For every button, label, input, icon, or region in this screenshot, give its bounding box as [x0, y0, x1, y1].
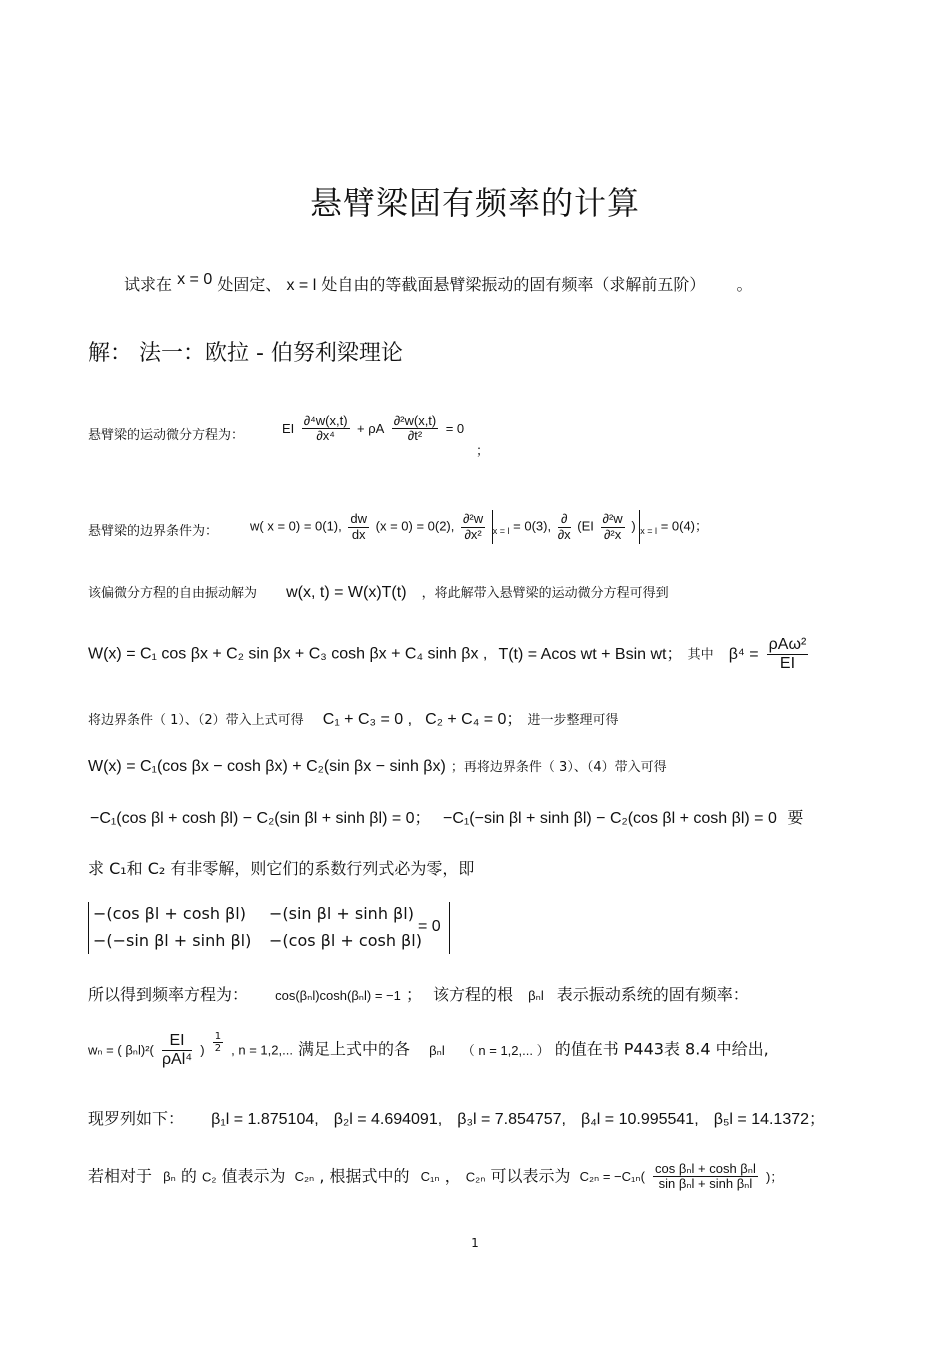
ratio-c2n: C₂ₙ [294, 1169, 315, 1185]
det-r1c1: −(cos βl + cosh βl) [93, 904, 246, 923]
bc4-inner-num: ∂²w [602, 511, 623, 527]
beta-def: β⁴ = [728, 645, 759, 663]
bc3: = 0(3), [513, 518, 552, 534]
wn-num: EI [162, 1032, 192, 1051]
determinant [88, 902, 450, 954]
condition-fixed: x = 0 [177, 271, 213, 288]
frac1-num: ∂⁴w(x,t) [303, 413, 348, 428]
w-simplified-text: ；再将边界条件（ 3）、（4）带入可得 [450, 760, 667, 775]
free-vib-text1: 该偏微分方程的自由振动解为 [88, 586, 258, 601]
bc4-num: ∂ [558, 512, 571, 527]
ratio-c2n-2: C₂ₙ [465, 1169, 486, 1185]
bc34-eq2: −C₁(−sin βl + sinh βl) − C₂(cos βl + cosh βl) = 0 [442, 810, 777, 827]
w-simplified-line [88, 756, 667, 776]
bc12-line [88, 706, 619, 729]
wn-mid: ) [200, 1042, 205, 1058]
wn-root: βₙl [429, 1042, 445, 1058]
ratio-t4: , 根据式中的 [319, 1166, 410, 1186]
eq-motion-label: 悬臂梁的运动微分方程为： [88, 428, 245, 443]
wn-exponent [213, 1031, 223, 1054]
frac2-den: ∂t² [407, 428, 423, 444]
beta1: β₁l = 1.875104, [211, 1111, 319, 1128]
ratio-lhs: C₂ₙ = −C₁ₙ( [579, 1169, 645, 1185]
frac2-num: ∂²w(x,t) [393, 413, 437, 428]
general-where: 其中 [687, 647, 714, 663]
bc3-den: ∂x² [464, 526, 482, 542]
bc3-frac [461, 512, 485, 542]
ratio-bn: βₙ [163, 1169, 176, 1185]
beta2: β₂l = 4.694091, [333, 1111, 443, 1128]
problem-mid: 处固定、 [217, 275, 282, 294]
wn-exp-den: 2 [214, 1042, 222, 1054]
bc2-frac [348, 512, 369, 542]
eq-motion-ei: EI [282, 421, 295, 437]
ratio-t3: 值表示为 [221, 1166, 286, 1186]
bc34-line [90, 805, 803, 828]
bc12-text2: 进一步整理可得 [527, 713, 619, 728]
bc4: = 0(4)； [660, 518, 709, 534]
ratio-line [88, 1162, 783, 1192]
wn-paren: （ n = 1,2,... ） [461, 1042, 550, 1058]
free-vib-eq: w(x, t) = W(x)T(t) [286, 584, 407, 601]
bc12-eq1: C₁ + C₃ = 0 , [322, 711, 413, 728]
eq-motion [282, 414, 464, 444]
determinant-rhs: = 0 [418, 918, 441, 935]
problem-suffix: 处自由的等截面悬臂梁振动的固有频率（求解前五阶） [321, 275, 706, 294]
ratio-c2: C₂ [201, 1169, 217, 1185]
problem-end: 。 [736, 275, 753, 294]
bc34-tail: 要 [787, 810, 804, 827]
freq-semi: ； [405, 985, 422, 1004]
condition-free: x = l [286, 277, 317, 294]
bc3-sub: x = l [492, 526, 510, 537]
frequency-equation-line [88, 982, 749, 1005]
eq-motion-semicolon: ； [476, 444, 490, 459]
wn-exp-num: 1 [214, 1030, 222, 1042]
general-solution-line [88, 636, 811, 672]
general-W: W(x) = C₁ cos βx + C₂ sin βx + C₃ cosh βx + C₄ sinh βx , [88, 645, 488, 663]
boundary-label: 悬臂梁的边界条件为： [88, 524, 219, 539]
page-title: 悬臂梁固有频率的计算 [309, 184, 640, 222]
bc4-inner-den: ∂²x [603, 526, 622, 542]
freq-text1: 所以得到频率方程为： [88, 985, 249, 1004]
beta-frac [767, 636, 809, 672]
eq-motion-plus: + ρA [356, 421, 385, 437]
freq-text3: 表示振动系统的固有频率： [556, 985, 749, 1004]
wn-lhs: wₙ = ( βₙl)²( [88, 1042, 154, 1058]
problem-statement [124, 272, 752, 295]
wn-text1: 满足上式中的各 [298, 1039, 411, 1059]
freq-root: βₙl [528, 988, 544, 1003]
ratio-rhs: )； [765, 1169, 784, 1185]
det-r1c2: −(sin βl + sinh βl) [269, 904, 414, 923]
det-r2c2: −(cos βl + cosh βl) [269, 931, 422, 950]
w-simplified-eq: W(x) = C₁(cos βx − cosh βx) + C₂(sin βx − sinh βx) [88, 758, 446, 775]
problem-prefix: 试求在 [124, 275, 173, 294]
free-vibration-line [88, 582, 669, 602]
bc2-den: dx [351, 526, 366, 542]
bc2: (x = 0) = 0(2), [375, 518, 455, 534]
free-vib-text2: ，将此解带入悬臂梁的运动微分方程可得到 [421, 586, 669, 601]
bc4-ei: (EI [577, 518, 594, 534]
wn-den: ρAl⁴ [161, 1050, 193, 1068]
bc4-den: ∂x [557, 526, 571, 542]
bc1: w( x = 0) = 0(1), [250, 518, 342, 534]
beta4: β₄l = 10.995541, [581, 1111, 699, 1128]
beta-num: ρAω² [768, 636, 807, 653]
bc4-close: ) [631, 518, 636, 534]
values-label: 现罗列如下： [88, 1109, 185, 1128]
wn-text2: 的值在书 P443表 8.4 中给出, [554, 1039, 769, 1059]
ratio-frac [653, 1162, 758, 1192]
bc4-inner-frac [601, 512, 625, 542]
page-number: 1 [471, 1236, 479, 1250]
bc2-num: dw [350, 511, 367, 527]
general-T: T(t) = Acos wt + Bsin wt； [498, 645, 683, 663]
frac1-den: ∂x⁴ [316, 428, 335, 444]
ratio-num: cos βₙl + cosh βₙl [655, 1161, 756, 1176]
freq-eq: cos(βₙl)cosh(βₙl) = −1 [275, 988, 401, 1003]
wn-frac [162, 1032, 192, 1068]
bc12-eq2: C₂ + C₄ = 0； [425, 711, 523, 728]
bc34-eq1: −C₁(cos βl + cosh βl) − C₂(sin βl + sinh βl) = 0； [90, 810, 431, 827]
solution-heading: 解： 法一：欧拉 - 伯努利梁理论 [88, 341, 403, 366]
beta3: β₃l = 7.854757, [457, 1111, 566, 1128]
ratio-comma: ， [444, 1166, 461, 1186]
bc3-num: ∂²w [463, 511, 484, 527]
boundary-conditions [250, 510, 708, 544]
ratio-t2: 的 [180, 1166, 197, 1186]
freq-text2: 该方程的根 [433, 985, 514, 1004]
bc12-text1: 将边界条件（ 1）、（2）带入上式可得 [88, 713, 304, 728]
ratio-t1: 若相对于 [88, 1166, 153, 1186]
bc4-frac [558, 512, 571, 542]
eq-motion-frac1 [302, 414, 350, 444]
nonzero-text: 求 C₁和 C₂ 有非零解，则它们的系数行列式必为零，即 [88, 859, 475, 878]
eq-motion-frac2 [392, 414, 439, 444]
wn-line [88, 1032, 769, 1068]
beta-den: EI [779, 654, 796, 672]
beta5: β₅l = 14.1372； [713, 1111, 826, 1128]
eq-motion-rhs: = 0 [445, 421, 465, 437]
bc4-sub: x = l [640, 526, 658, 537]
ratio-c1n: C₁ₙ [420, 1169, 440, 1185]
ratio-den: sin βₙl + sinh βₙl [658, 1176, 753, 1192]
values-line [88, 1106, 825, 1129]
wn-n: , n = 1,2,... [231, 1042, 293, 1058]
ratio-t5: 可以表示为 [490, 1166, 571, 1186]
det-r2c1: −(−sin βl + sinh βl) [93, 931, 252, 950]
